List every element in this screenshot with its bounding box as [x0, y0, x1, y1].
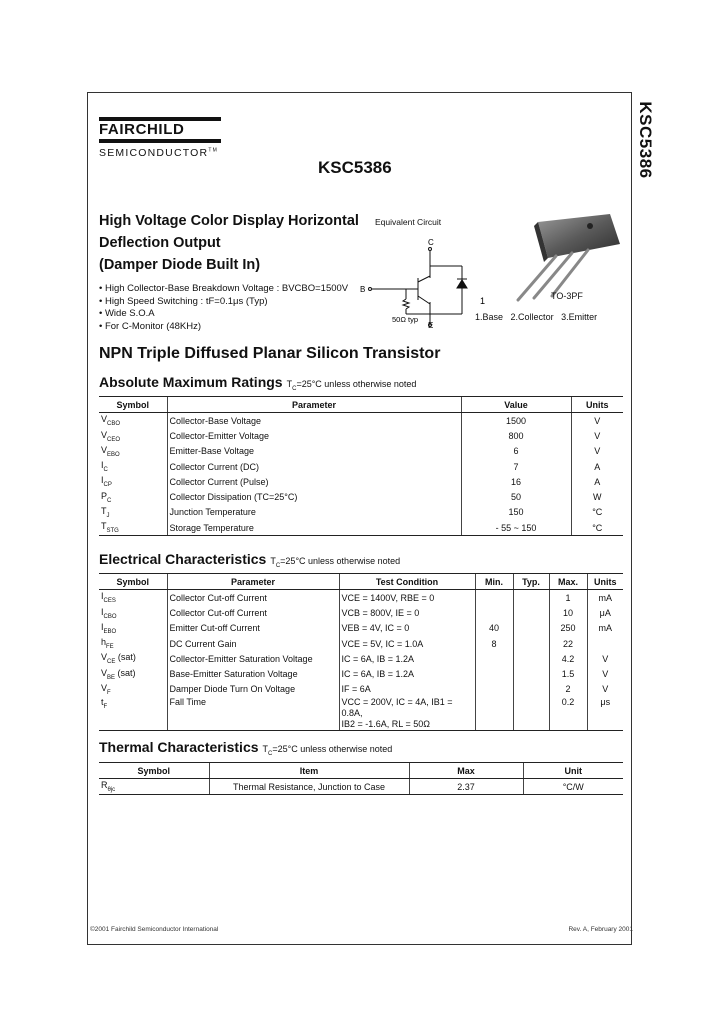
table-row [99, 605, 623, 620]
thermal-heading: Thermal Characteristics $T_C=25^\circ C$ unless otherwise noted [99, 739, 393, 757]
min-cell [475, 697, 513, 731]
symbol-cell: $V_F$ [101, 683, 111, 696]
parameter-cell: Collector Dissipation (TC=25°C) [167, 489, 461, 504]
fairchild-logo: FAIRCHILD SEMICONDUCTOR™ [99, 117, 221, 159]
thermal-table [99, 762, 623, 795]
condition-cell: VCE = 5V, IC = 1.0A [339, 636, 475, 651]
min-cell [475, 590, 513, 606]
typ-cell [513, 621, 549, 636]
headline: High Voltage Color Display Horizontal Deflection Output (Damper Diode Built In) [99, 213, 359, 273]
table-row [99, 651, 623, 666]
unit-cell: °C/W [523, 779, 623, 795]
side-title: KSC5386 [636, 101, 655, 179]
value-cell: - 55 ~ 150 [461, 520, 571, 536]
table-header-row: Symbol Item Max Unit [99, 763, 623, 779]
max-cell: 2.37 [409, 779, 523, 795]
min-cell: 40 [475, 621, 513, 636]
max-cell: 4.2 [549, 651, 587, 666]
circuit-title: Equivalent Circuit [375, 217, 442, 227]
parameter-cell: DC Current Gain [167, 636, 339, 651]
value-cell: 1500 [461, 413, 571, 429]
feature-item: • High Speed Switching : tF=0.1μs (Typ) [99, 296, 348, 309]
symbol-cell: $t_F$ [99, 697, 167, 731]
unit-cell: A [571, 474, 623, 489]
unit-cell: μs [587, 697, 623, 731]
table-row [99, 636, 623, 651]
table-header-row: Symbol Parameter Value Units [99, 397, 623, 413]
feature-item: • For C-Monitor (48KHz) [99, 321, 348, 334]
parameter-cell: Storage Temperature [167, 520, 461, 536]
table-row [99, 590, 623, 606]
condition-cell: VCE = 1400V, RBE = 0 [339, 590, 475, 606]
symbol-cell: $V_{BE}$ (sat) [101, 667, 136, 681]
footer-copyright: ©2001 Fairchild Semiconductor International [90, 926, 219, 933]
elec-table [99, 573, 623, 731]
unit-cell: V [587, 651, 623, 666]
value-cell: 50 [461, 489, 571, 504]
pin-legend [475, 312, 602, 322]
symbol-cell: $I_C$ [101, 460, 108, 473]
footer-revision: Rev. A, February 2001 [568, 926, 633, 933]
symbol-cell: $T_J$ [101, 506, 110, 519]
typ-cell [513, 590, 549, 606]
typ-cell [513, 697, 549, 731]
typ-cell [513, 651, 549, 666]
table-row [99, 697, 623, 731]
symbol-cell: $P_C$ [101, 490, 112, 504]
table-row [99, 444, 623, 459]
symbol-cell: $I_{EBO}$ [101, 621, 117, 635]
unit-cell: mA [587, 621, 623, 636]
table-row [99, 489, 623, 504]
table-row [99, 666, 623, 681]
svg-text:E: E [428, 321, 434, 330]
symbol-cell: $V_{CE}$ (sat) [101, 652, 136, 666]
svg-text:B: B [360, 285, 366, 294]
equivalent-circuit-diagram [360, 216, 475, 331]
svg-text:C: C [428, 238, 434, 247]
table-header-row: Symbol Parameter Test Condition Min. Typ. Max. Units [99, 574, 623, 590]
condition-cell: VEB = 4V, IC = 0 [339, 621, 475, 636]
parameter-cell: Collector Cut-off Current [167, 590, 339, 606]
max-cell: 250 [549, 621, 587, 636]
table-row [99, 779, 623, 795]
unit-cell: V [587, 666, 623, 681]
parameter-cell: Collector-Base Voltage [167, 413, 461, 429]
svg-text:50Ω typ: 50Ω typ [392, 315, 419, 324]
unit-cell: mA [587, 590, 623, 606]
min-cell [475, 666, 513, 681]
package-name: TO-3PF [551, 291, 583, 301]
pin-label: 3.Emitter [561, 312, 598, 322]
max-cell: 2 [549, 682, 587, 697]
feature-item: • Wide S.O.A [99, 308, 348, 321]
parameter-cell: Damper Diode Turn On Voltage [167, 682, 339, 697]
min-cell [475, 682, 513, 697]
condition-cell: IC = 6A, IB = 1.2A [339, 651, 475, 666]
unit-cell: V [587, 682, 623, 697]
table-row [99, 682, 623, 697]
device-type-heading: NPN Triple Diffused Planar Silicon Transistor [99, 345, 441, 362]
abs-max-heading: Absolute Maximum Ratings $T_C=25^\circ C$ unless otherwise noted [99, 374, 417, 392]
table-row [99, 459, 623, 474]
table-row [99, 505, 623, 520]
min-cell: 8 [475, 636, 513, 651]
item-cell: Thermal Resistance, Junction to Case [209, 779, 409, 795]
unit-cell: °C [571, 520, 623, 536]
min-cell [475, 651, 513, 666]
to3pf-package-image [480, 208, 630, 328]
symbol-cell: $T_{STG}$ [99, 520, 167, 536]
value-cell: 150 [461, 505, 571, 520]
table-row [99, 413, 623, 429]
value-cell: 6 [461, 444, 571, 459]
feature-list [99, 283, 348, 333]
typ-cell [513, 666, 549, 681]
unit-cell: V [571, 444, 623, 459]
max-cell: 1.5 [549, 666, 587, 681]
parameter-cell: Collector-Emitter Saturation Voltage [167, 651, 339, 666]
pin-label: 2.Collector [510, 312, 554, 322]
symbol-cell: $I_{CES}$ [101, 591, 116, 605]
typ-cell [513, 636, 549, 651]
symbol-cell: $R_{\theta jc}$ [99, 779, 209, 795]
symbol-cell: $h_{FE}$ [101, 637, 114, 650]
value-cell: 800 [461, 428, 571, 443]
table-row [99, 520, 623, 536]
value-cell: 7 [461, 459, 571, 474]
symbol-cell: $I_{CP}$ [101, 475, 112, 489]
table-row [99, 621, 623, 636]
parameter-cell: Collector-Emitter Voltage [167, 428, 461, 443]
condition-cell: VCB = 800V, IE = 0 [339, 605, 475, 620]
unit-cell: A [571, 459, 623, 474]
typ-cell [513, 605, 549, 620]
typ-cell [513, 682, 549, 697]
unit-cell: W [571, 489, 623, 504]
part-title: KSC5386 [318, 158, 392, 177]
min-cell [475, 605, 513, 620]
svg-text:1: 1 [480, 296, 486, 306]
unit-cell [587, 636, 623, 651]
parameter-cell: Emitter Cut-off Current [167, 621, 339, 636]
symbol-cell: $V_{CEO}$ [101, 429, 121, 443]
symbol-cell: $V_{CBO}$ [101, 414, 121, 428]
symbol-cell: $V_{EBO}$ [101, 444, 120, 458]
table-row [99, 474, 623, 489]
feature-item: • High Collector-Base Breakdown Voltage : BVCBO=1500V [99, 283, 348, 296]
condition-cell: IF = 6A [339, 682, 475, 697]
unit-cell: V [571, 413, 623, 429]
unit-cell: μA [587, 605, 623, 620]
value-cell: 16 [461, 474, 571, 489]
condition-cell: VCC = 200V, IC = 4A, IB1 = 0.8A, IB2 = -1.6A, RL = 50Ω [339, 697, 475, 731]
max-cell: 0.2 [549, 697, 587, 731]
unit-cell: °C [571, 505, 623, 520]
elec-heading: Electrical Characteristics $T_C=25^\circ C$ unless otherwise noted [99, 551, 401, 569]
max-cell: 1 [549, 590, 587, 606]
parameter-cell: Base-Emitter Saturation Voltage [167, 666, 339, 681]
abs-max-table [99, 396, 623, 536]
unit-cell: V [571, 428, 623, 443]
parameter-cell: Collector Cut-off Current [167, 605, 339, 620]
parameter-cell: Collector Current (Pulse) [167, 474, 461, 489]
pin-label: 1.Base [475, 312, 504, 322]
symbol-cell: $I_{CBO}$ [101, 606, 117, 620]
table-row [99, 428, 623, 443]
parameter-cell: Emitter-Base Voltage [167, 444, 461, 459]
max-cell: 22 [549, 636, 587, 651]
parameter-cell: Collector Current (DC) [167, 459, 461, 474]
condition-cell: IC = 6A, IB = 1.2A [339, 666, 475, 681]
parameter-cell: Fall Time [167, 697, 339, 731]
parameter-cell: Junction Temperature [167, 505, 461, 520]
max-cell: 10 [549, 605, 587, 620]
